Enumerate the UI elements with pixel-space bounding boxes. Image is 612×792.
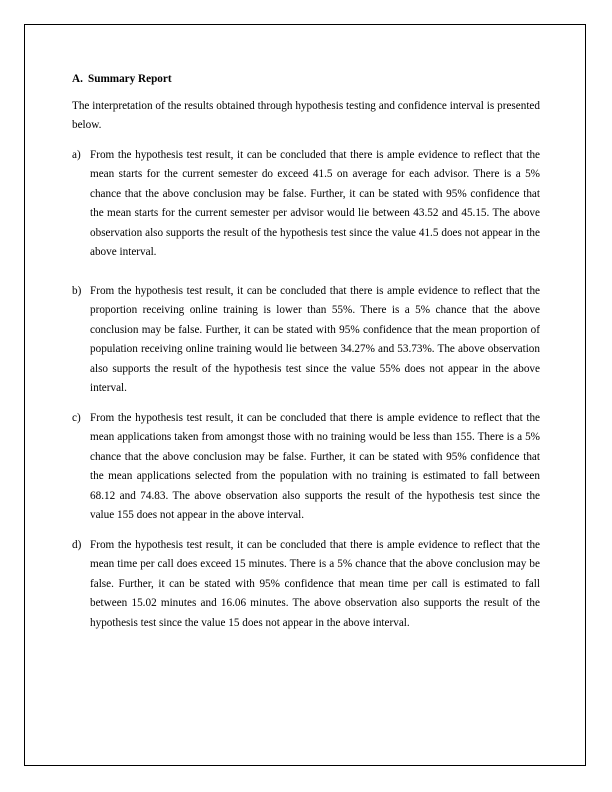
list-text-c: From the hypothesis test result, it can be concluded that there is ample evidence to reflect that the mean applications taken from amongst those with no training would be less than 155. There is a 5% chance that the above conclusion may be false. Further, it can be stated with 95% confidence that the mean applications selected from the population with no training is estimated to fall between 68.12 and 74.83. The above observation also supports the result of the hypothesis test since the value 155 does not appear in the above interval. (90, 411, 540, 521)
list-item-a (72, 146, 540, 263)
list-marker-d: d) (72, 538, 82, 551)
document-body (72, 70, 540, 633)
list-text-d: From the hypothesis test result, it can be concluded that there is ample evidence to reflect that the mean time per call does exceed 15 minutes. There is a 5% chance that the above conclusion may be false. Further, it can be stated with 95% confidence that mean time per call is estimated to fall between 15.02 minutes and 16.06 minutes. The above observation also supports the result of the hypothesis test since the value 15 does not appear in the above interval. (90, 538, 540, 629)
section-heading-text: Summary Report (88, 73, 172, 85)
list-marker-b: b) (72, 284, 82, 297)
intro-paragraph: The interpretation of the results obtained through hypothesis testing and confidence interval is presented below. (72, 99, 540, 131)
section-heading (72, 70, 540, 90)
list-item-b (72, 282, 540, 399)
list-text-b: From the hypothesis test result, it can be concluded that there is ample evidence to reflect that the proportion receiving online training is lower than 55%. There is a 5% chance that the above conclusion may be false. Further, it can be stated with 95% confidence that the mean proportion of population receiving online training would lie between 34.27% and 53.73%. The above observation also supports the result of the hypothesis test since the value 55% does not appear in the above interval. (90, 284, 540, 394)
list-item-c (72, 409, 540, 526)
section-heading-label: A. (72, 73, 83, 85)
list-marker-a: a) (72, 148, 81, 161)
list-marker-c: c) (72, 411, 81, 424)
list-item-d (72, 536, 540, 634)
list-text-a: From the hypothesis test result, it can be concluded that there is ample evidence to reflect that the mean starts for the current semester do exceed 41.5 on average for each advisor. There is a 5% chance that the above conclusion may be false. Further, it can be stated with 95% confidence that the mean starts for the current semester per advisor would lie between 43.52 and 45.15. The above observation also supports the result of the hypothesis test since the value 41.5 does not appear in the above interval. (90, 148, 540, 258)
